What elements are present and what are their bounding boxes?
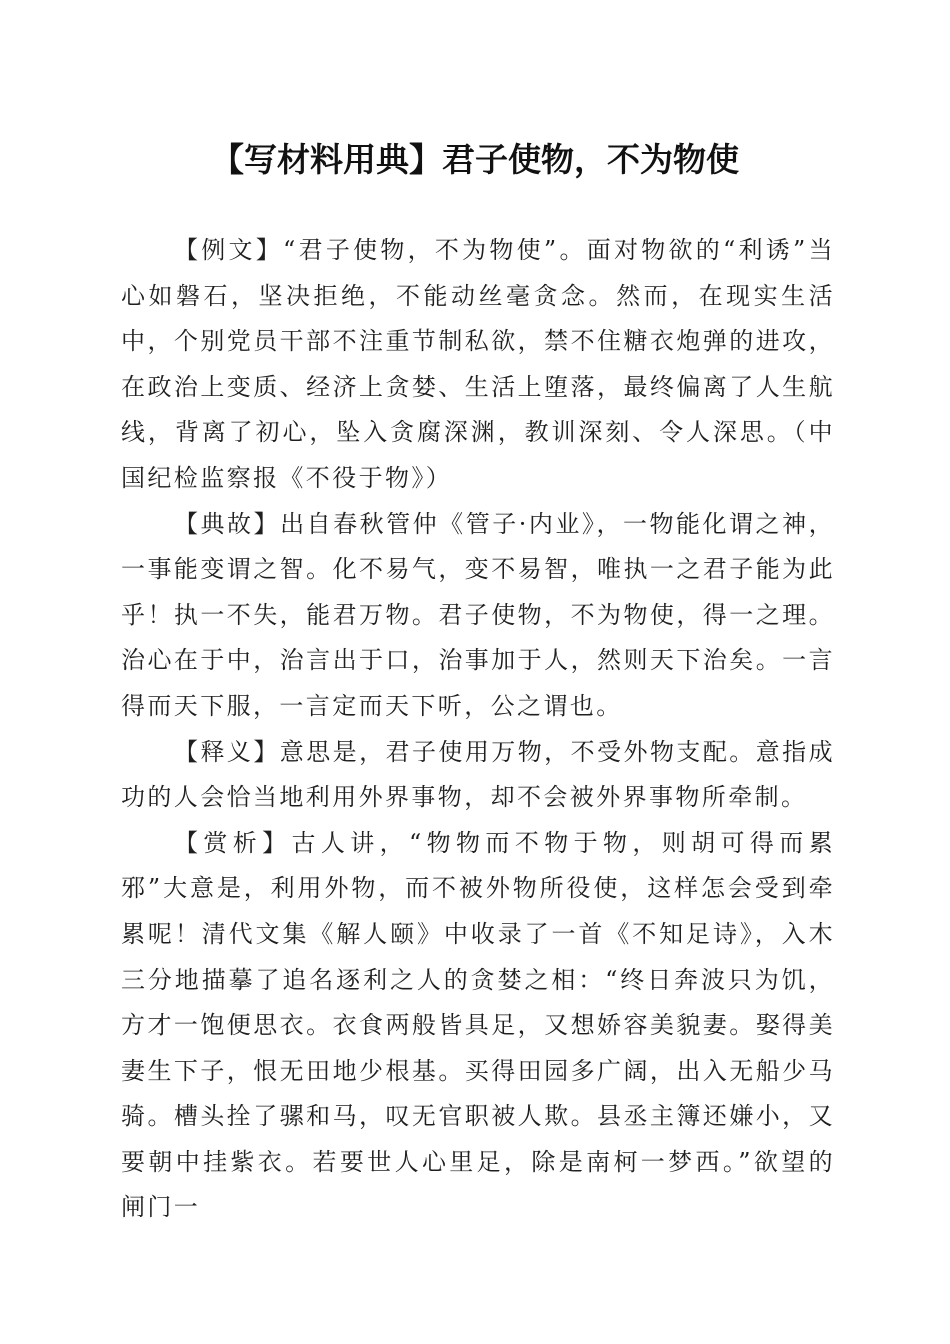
paragraph-appreciation: 【赏析】古人讲，“物物而不物于物，则胡可得而累邪”大意是，利用外物，而不被外物所役使，这样怎会受到牵累呢！清代文集《解人颐》中收录了一首《不知足诗》，入木三分地描摹了追名逐利之人的贪婪之相：“终日奔波只为饥，方才一饱便思衣。衣食两般皆具足，又想娇容美貌妻。娶得美妻生下子，恨无田地少根基。买得田园多广阔，出入无船少马骑。槽头拴了骡和马，叹无官职被人欺。县丞主簿还嫌小，又要朝中挂紫衣。若要世人心里足，除是南柯一梦西。”欲望的闸门一 xyxy=(121,828,835,1222)
paragraph-allusion: 【典故】出自春秋管仲《管子·内业》，一物能化谓之神，一事能变谓之智。化不易气，变不易智，唯执一之君子能为此乎！执一不失，能君万物。君子使物，不为物使，得一之理。治心在于中，治言出于口，治事加于人，然则天下治矣。一言得而天下服，一言定而天下听，公之谓也。 xyxy=(121,509,835,720)
paragraph-example: 【例文】“君子使物，不为物使”。面对物欲的“利诱”当心如磐石，坚决拒绝，不能动丝毫贪念。然而，在现实生活中，个别党员干部不注重节制私欲，禁不住糖衣炮弹的进攻，在政治上变质、经济上贪婪、生活上堕落，最终偏离了人生航线，背离了初心，坠入贪腐深渊，教训深刻、令人深思。（中国纪检监察报《不役于物》） xyxy=(121,236,835,492)
paragraph-meaning: 【释义】意思是，君子使用万物，不受外物支配。意指成功的人会恰当地利用外界事物，却不会被外界事物所牵制。 xyxy=(121,737,835,812)
document-title: 【写材料用典】君子使物，不为物使 xyxy=(211,140,739,179)
document-body xyxy=(121,228,835,1231)
